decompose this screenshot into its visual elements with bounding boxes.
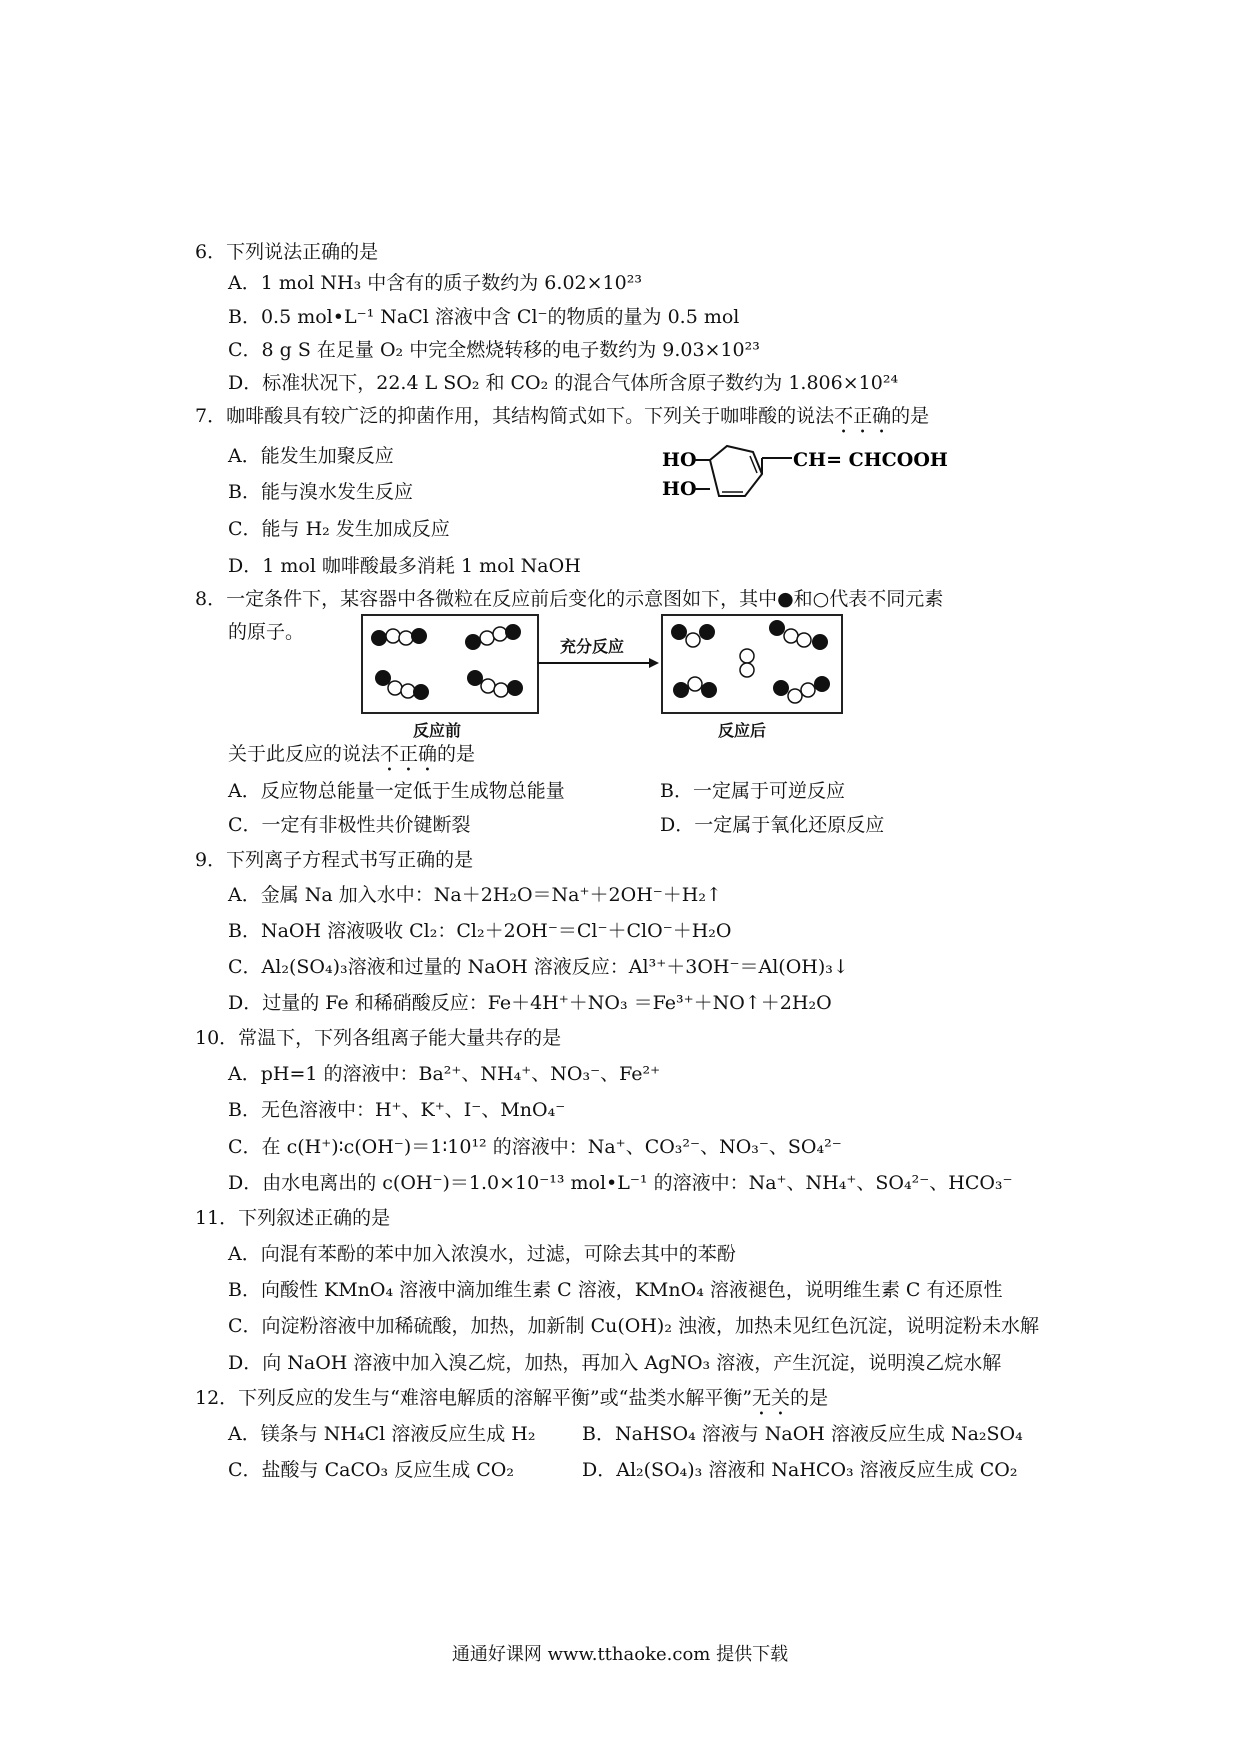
question-12-option-c: C．盐酸与 CaCO₃ 反应生成 CO₂: [228, 1459, 514, 1481]
question-12-stem-pre: 12．下列反应的发生与“难溶电解质的溶解平衡”或“盐类水解平衡”: [195, 1387, 753, 1409]
question-12-option-b: B．NaHSO₄ 溶液与 NaOH 溶液反应生成 Na₂SO₄: [582, 1423, 1023, 1445]
question-12-option-a: A．镁条与 NH₄Cl 溶液反应生成 H₂: [228, 1423, 536, 1445]
question-11-option-d: D．向 NaOH 溶液中加入溴乙烷，加热，再加入 AgNO₃ 溶液，产生沉淀，说明溴乙烷水解: [228, 1352, 1002, 1374]
question-12-stem-post: 的是: [790, 1387, 829, 1409]
arrow-label: 充分反应: [560, 637, 625, 656]
question-9-option-d: D．过量的 Fe 和稀硝酸反应：Fe＋4H⁺＋NO₃ ＝Fe³⁺＋NO↑＋2H₂O: [228, 992, 832, 1014]
question-11-option-a: A．向混有苯酚的苯中加入浓溴水，过滤，可除去其中的苯酚: [228, 1243, 736, 1265]
question-7-stem-pre: 7．咖啡酸具有较广泛的抑菌作用，其结构简式如下。下列关于咖啡酸的说法: [195, 405, 835, 427]
question-7-stem: [195, 403, 929, 438]
question-10-option-b: B．无色溶液中：H⁺、K⁺、I⁻、MnO₄⁻: [228, 1099, 566, 1121]
question-8-option-b: B．一定属于可逆反应: [660, 780, 845, 802]
question-12-stem: [195, 1385, 828, 1420]
structure-ho-bottom: HO: [662, 478, 697, 500]
question-9-option-c: C．Al₂(SO₄)₃溶液和过量的 NaOH 溶液反应：Al³⁺＋3OH⁻＝Al(OH)₃↓: [228, 956, 849, 978]
question-8-sub-emphasis: 不正确: [380, 743, 438, 765]
question-8-stem-line1: 8．一定条件下，某容器中各微粒在反应前后变化的示意图如下，其中●和○代表不同元素: [195, 588, 944, 610]
question-9-option-b: B．NaOH 溶液吸收 Cl₂：Cl₂＋2OH⁻＝Cl⁻＋ClO⁻＋H₂O: [228, 920, 732, 942]
question-7-option-d: D．1 mol 咖啡酸最多消耗 1 mol NaOH: [228, 555, 581, 577]
caffeic-acid-structure: [660, 438, 960, 528]
question-6-option-d: D．标准状况下，22.4 L SO₂ 和 CO₂ 的混合气体所含原子数约为 1.806×10²⁴: [228, 372, 899, 394]
question-8-sub-stem: [228, 741, 475, 776]
question-8-sub-pre: 关于此反应的说法: [228, 743, 381, 765]
question-9-option-a: A．金属 Na 加入水中：Na＋2H₂O＝Na⁺＋2OH⁻＋H₂↑: [228, 884, 722, 906]
question-6-option-c: C．8 g S 在足量 O₂ 中完全燃烧转移的电子数约为 9.03×10²³: [228, 339, 760, 361]
question-8-sub-post: 的是: [437, 743, 476, 765]
question-7-stem-emphasis: 不正确: [834, 405, 892, 427]
question-8-option-d: D．一定属于氧化还原反应: [660, 814, 885, 836]
structure-side-chain: CH= CHCOOH: [793, 449, 948, 471]
question-7-option-a: A．能发生加聚反应: [228, 445, 394, 467]
question-7-stem-post: 的是: [891, 405, 930, 427]
diagram-before-particles: [363, 616, 537, 712]
question-10-option-a: A．pH=1 的溶液中：Ba²⁺、NH₄⁺、NO₃⁻、Fe²⁺: [228, 1063, 661, 1085]
question-12-stem-emphasis: 无关: [752, 1387, 791, 1409]
question-8-option-a: A．反应物总能量一定低于生成物总能量: [228, 780, 565, 802]
diagram-after-particles: [663, 616, 841, 712]
diagram-after-box: [661, 614, 843, 714]
benzene-ring: [710, 446, 762, 496]
question-7-option-c: C．能与 H₂ 发生加成反应: [228, 518, 450, 540]
question-8-stem-line2: 的原子。: [228, 621, 305, 643]
question-6-option-a: A．1 mol NH₃ 中含有的质子数约为 6.02×10²³: [228, 272, 642, 294]
question-11-stem: 11．下列叙述正确的是: [195, 1207, 391, 1229]
question-9-stem: 9．下列离子方程式书写正确的是: [195, 849, 474, 871]
question-11-option-b: B．向酸性 KMnO₄ 溶液中滴加维生素 C 溶液，KMnO₄ 溶液褪色，说明维生素 C 有还原性: [228, 1279, 1003, 1301]
page-footer: 通通好课网 www.tthaoke.com 提供下载: [451, 1644, 789, 1665]
before-label: 反应前: [413, 721, 462, 740]
question-10-stem: 10．常温下，下列各组离子能大量共存的是: [195, 1027, 562, 1049]
question-10-option-c: C．在 c(H⁺)∶c(OH⁻)＝1∶10¹² 的溶液中：Na⁺、CO₃²⁻、NO₃⁻、SO₄²⁻: [228, 1136, 842, 1158]
structure-ho-top: HO: [662, 449, 697, 471]
question-12-option-d: D．Al₂(SO₄)₃ 溶液和 NaHCO₃ 溶液反应生成 CO₂: [582, 1459, 1018, 1481]
diagram-before-box: [361, 614, 539, 714]
question-11-option-c: C．向淀粉溶液中加稀硫酸，加热，加新制 Cu(OH)₂ 浊液，加热未见红色沉淀，说明淀粉未水解: [228, 1315, 1039, 1337]
question-6-option-b: B．0.5 mol•L⁻¹ NaCl 溶液中含 Cl⁻的物质的量为 0.5 mol: [228, 306, 740, 328]
question-6-stem: 6．下列说法正确的是: [195, 241, 379, 263]
reaction-arrow: [537, 656, 661, 670]
question-10-option-d: D．由水电离出的 c(OH⁻)＝1.0×10⁻¹³ mol•L⁻¹ 的溶液中：Na⁺、NH₄⁺、SO₄²⁻、HCO₃⁻: [228, 1172, 1013, 1194]
after-label: 反应后: [718, 721, 767, 740]
question-7-option-b: B．能与溴水发生反应: [228, 481, 413, 503]
question-8-option-c: C．一定有非极性共价键断裂: [228, 814, 471, 836]
